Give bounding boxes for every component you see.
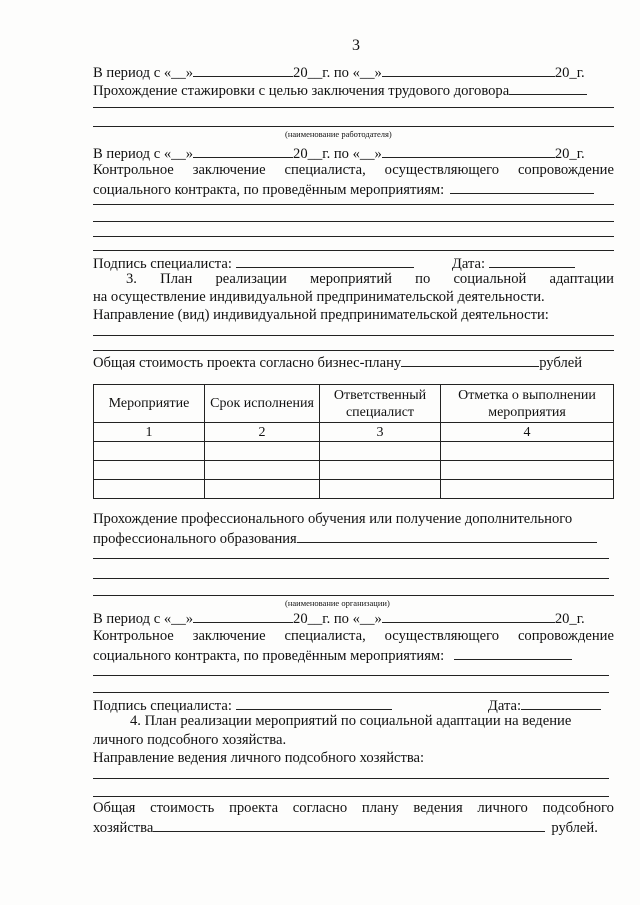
date2-label: Дата: bbox=[487, 698, 522, 714]
period-from-blank[interactable] bbox=[193, 62, 293, 77]
word: реализации bbox=[215, 271, 287, 287]
word: Контрольное bbox=[93, 628, 174, 644]
word: 3. bbox=[126, 271, 137, 287]
table-row bbox=[94, 480, 614, 499]
col-number: 2 bbox=[205, 423, 320, 442]
household-cost-line2 bbox=[93, 817, 598, 838]
organization-caption: (наименование организации) bbox=[285, 598, 390, 608]
training-fill-line-2[interactable] bbox=[93, 578, 609, 579]
period2-year-end: 20_г. bbox=[554, 146, 585, 162]
period-year-end: 20_г. bbox=[554, 65, 585, 81]
word: по bbox=[415, 271, 431, 287]
word: осуществляющего bbox=[384, 162, 500, 178]
employer-caption: (наименование работодателя) bbox=[285, 129, 392, 139]
period3-year-end: 20_г. bbox=[554, 611, 585, 627]
signature1-label: Подпись специалиста: bbox=[93, 256, 232, 272]
word: плану bbox=[361, 800, 399, 816]
col-header-deadline: Срок исполнения bbox=[205, 385, 320, 423]
table-cell[interactable] bbox=[205, 480, 320, 499]
word: сопровождение bbox=[517, 162, 614, 178]
conclusion1-blank[interactable] bbox=[450, 179, 594, 194]
word: мероприятий bbox=[310, 271, 392, 287]
word: заключение bbox=[192, 162, 266, 178]
table-header-row bbox=[94, 385, 614, 423]
date1-label: Дата: bbox=[451, 256, 486, 272]
project-cost-label: Общая стоимость проекта согласно бизнес-плану bbox=[93, 355, 402, 371]
word: сопровождение bbox=[517, 628, 614, 644]
household-cost-line1 bbox=[93, 799, 614, 818]
project-cost-unit: рублей bbox=[539, 355, 583, 371]
internship-text: Прохождение стажировки с целью заключения трудового договора bbox=[93, 83, 510, 99]
household-cost-label: хозяйства bbox=[93, 820, 154, 836]
internship-fill-line[interactable] bbox=[93, 107, 614, 108]
training-line2 bbox=[93, 528, 597, 549]
period3-to-blank[interactable] bbox=[382, 608, 555, 623]
table-cell[interactable] bbox=[320, 480, 441, 499]
signature2-label: Подпись специалиста: bbox=[93, 698, 232, 714]
table-cell[interactable] bbox=[94, 480, 205, 499]
training-line1: Прохождение профессионального обучения или получение дополнительного bbox=[93, 511, 573, 527]
conclusion1-line1 bbox=[93, 161, 614, 180]
word: стоимость bbox=[150, 800, 215, 816]
period3-from-blank[interactable] bbox=[193, 608, 293, 623]
period-from-label: В период с «__» bbox=[93, 65, 194, 81]
section4-heading-line1: 4. План реализации мероприятий по социальной адаптации на ведение bbox=[130, 713, 572, 729]
period2-to-blank[interactable] bbox=[382, 143, 555, 158]
word: социальной bbox=[453, 271, 527, 287]
training-fill-line-1[interactable] bbox=[93, 558, 609, 559]
section4-heading-line2: личного подсобного хозяйства. bbox=[93, 732, 287, 748]
word: План bbox=[160, 271, 193, 287]
section4-direction: Направление ведения личного подсобного хозяйства: bbox=[93, 750, 425, 766]
training-text: профессионального образования bbox=[93, 531, 297, 547]
organization-fill-line[interactable] bbox=[93, 595, 614, 596]
household-fill-line-1[interactable] bbox=[93, 778, 609, 779]
conclusion2-fill-line-1[interactable] bbox=[93, 675, 609, 676]
household-fill-line-2[interactable] bbox=[93, 796, 609, 797]
conclusion2-line2 bbox=[93, 645, 572, 666]
col-header-event: Мероприятие bbox=[94, 385, 205, 423]
table-row bbox=[94, 461, 614, 480]
direction-fill-line-2[interactable] bbox=[93, 350, 614, 351]
section3-heading-line2: на осуществление индивидуальной предпринимательской деятельности. bbox=[93, 289, 545, 305]
section3-heading-line1 bbox=[126, 270, 614, 289]
plan-table bbox=[93, 384, 614, 499]
period3-to-label: 20__г. по «__» bbox=[293, 611, 382, 627]
conclusion1-text: социального контракта, по проведённым мероприятиям: bbox=[93, 182, 445, 198]
word: специалиста, bbox=[284, 628, 366, 644]
table-number-row bbox=[94, 423, 614, 442]
date2-blank[interactable] bbox=[521, 695, 601, 710]
internship-blank[interactable] bbox=[509, 80, 587, 95]
conclusion2-blank[interactable] bbox=[454, 645, 572, 660]
table-cell[interactable] bbox=[94, 461, 205, 480]
project-cost-line bbox=[93, 352, 582, 373]
word: ведения bbox=[413, 800, 463, 816]
word: осуществляющего bbox=[384, 628, 500, 644]
direction-fill-line-1[interactable] bbox=[93, 335, 614, 336]
conclusion1-line2 bbox=[93, 179, 594, 200]
household-cost-unit: рублей. bbox=[551, 820, 598, 836]
household-cost-blank[interactable] bbox=[153, 817, 545, 832]
conclusion1-fill-line-3[interactable] bbox=[93, 236, 614, 237]
period3-from-label: В период с «__» bbox=[93, 611, 194, 627]
section3-direction: Направление (вид) индивидуальной предпринимательской деятельности: bbox=[93, 307, 549, 323]
word: Контрольное bbox=[93, 162, 174, 178]
col-number: 1 bbox=[94, 423, 205, 442]
period-line-3 bbox=[93, 608, 585, 629]
word: согласно bbox=[292, 800, 348, 816]
word: адаптации bbox=[549, 271, 614, 287]
conclusion1-fill-line-2[interactable] bbox=[93, 221, 614, 222]
signature2-blank[interactable] bbox=[236, 695, 392, 710]
table-cell[interactable] bbox=[205, 461, 320, 480]
word: заключение bbox=[192, 628, 266, 644]
table-row bbox=[94, 442, 614, 461]
employer-fill-line[interactable] bbox=[93, 126, 614, 127]
date1-blank[interactable] bbox=[489, 253, 575, 268]
conclusion2-text: социального контракта, по проведённым мероприятиям: bbox=[93, 648, 445, 664]
internship-line bbox=[93, 80, 587, 101]
word: Общая bbox=[93, 800, 136, 816]
col-header-completion: Отметка о выполнении мероприятия bbox=[441, 385, 614, 423]
table-cell[interactable] bbox=[441, 442, 614, 461]
word: личного bbox=[477, 800, 528, 816]
period-to-blank[interactable] bbox=[382, 62, 555, 77]
project-cost-blank[interactable] bbox=[401, 352, 539, 367]
col-header-responsible: Ответственный специалист bbox=[320, 385, 441, 423]
conclusion2-fill-line-2[interactable] bbox=[93, 692, 609, 693]
training-blank[interactable] bbox=[297, 528, 597, 543]
table-cell[interactable] bbox=[441, 461, 614, 480]
period-to-label: 20__г. по «__» bbox=[293, 65, 382, 81]
table-cell[interactable] bbox=[94, 442, 205, 461]
table-cell[interactable] bbox=[320, 442, 441, 461]
period2-to-label: 20__г. по «__» bbox=[293, 146, 382, 162]
conclusion1-fill-line-4[interactable] bbox=[93, 250, 614, 251]
signature1-blank[interactable] bbox=[236, 253, 414, 268]
conclusion1-fill-line-1[interactable] bbox=[93, 204, 614, 205]
conclusion2-line1 bbox=[93, 627, 614, 646]
period2-from-blank[interactable] bbox=[193, 143, 293, 158]
word: проекта bbox=[229, 800, 279, 816]
word: специалиста, bbox=[284, 162, 366, 178]
page-number: 3 bbox=[352, 37, 360, 54]
col-number: 3 bbox=[320, 423, 441, 442]
table-cell[interactable] bbox=[320, 461, 441, 480]
col-number: 4 bbox=[441, 423, 614, 442]
table-cell[interactable] bbox=[205, 442, 320, 461]
period2-from-label: В период с «__» bbox=[93, 146, 194, 162]
word: подсобного bbox=[542, 800, 614, 816]
table-cell[interactable] bbox=[441, 480, 614, 499]
